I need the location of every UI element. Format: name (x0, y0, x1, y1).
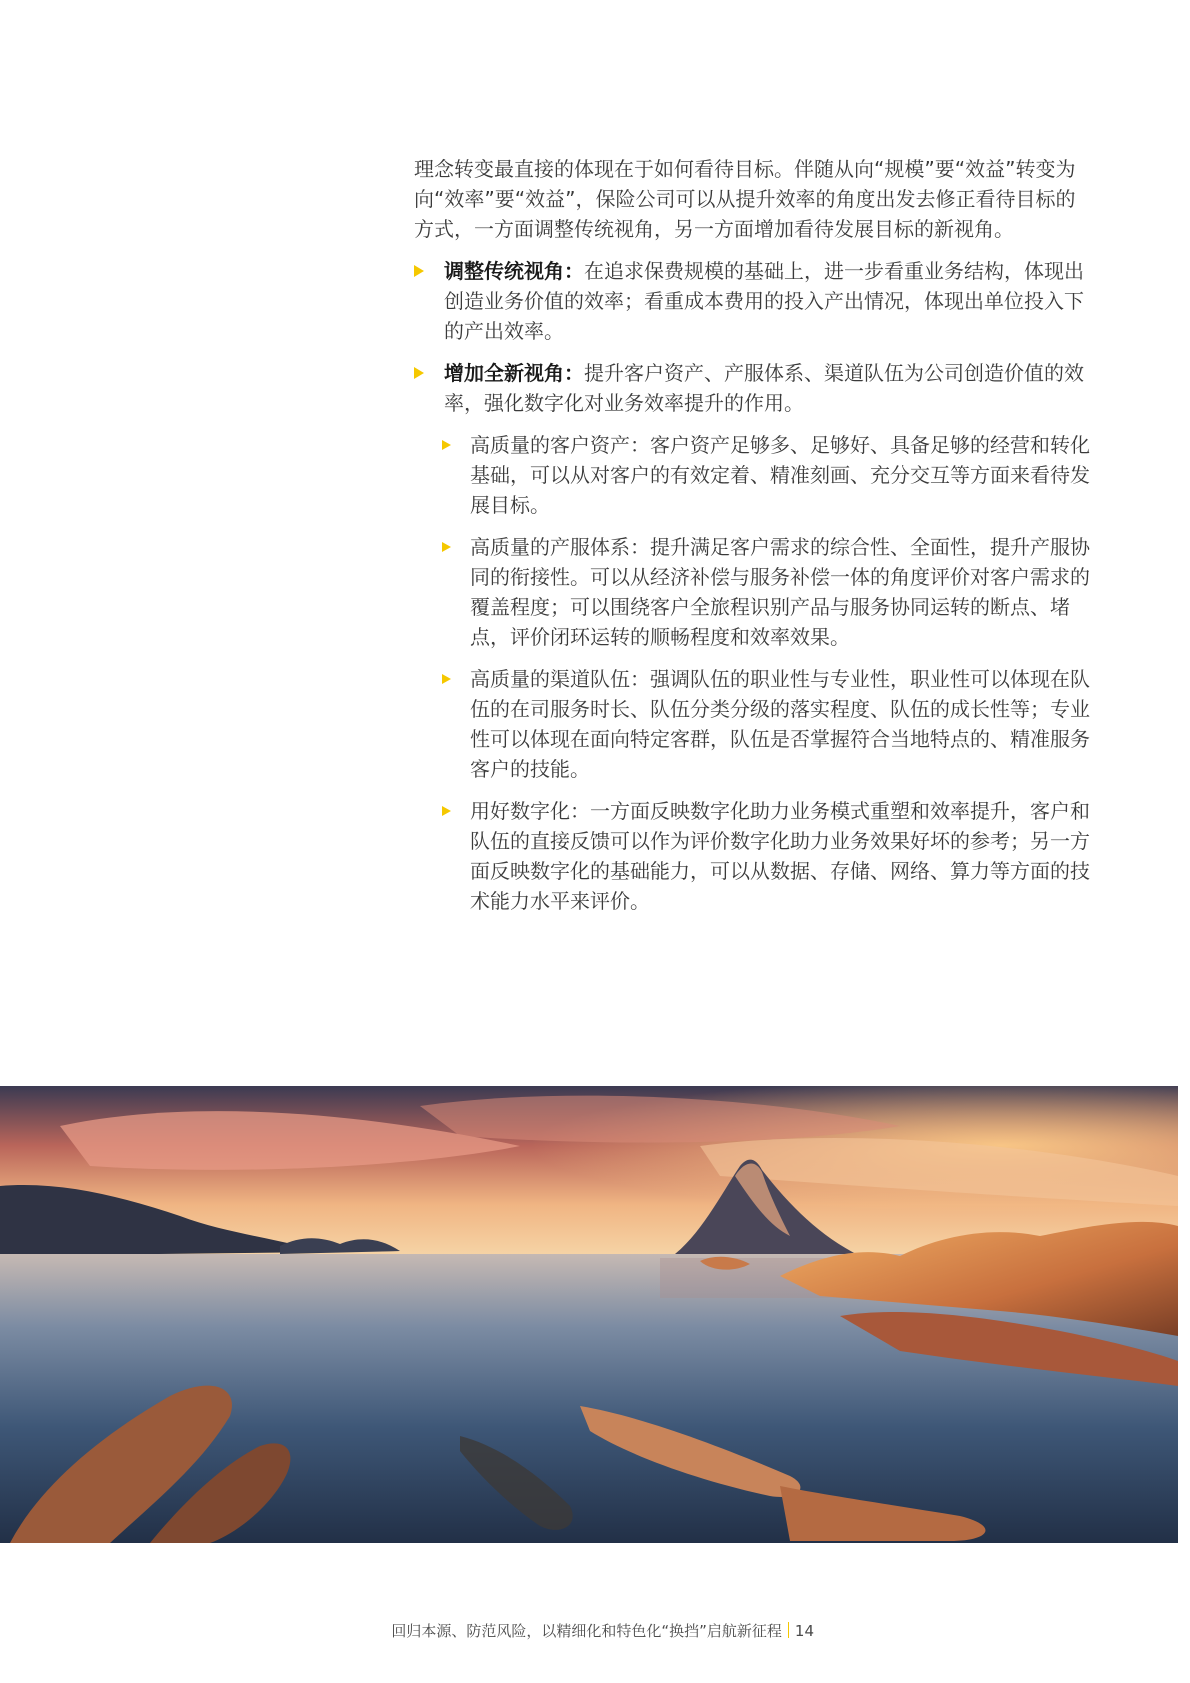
page-footer (0, 1620, 1190, 1641)
subbullet-channel-team (442, 664, 1094, 784)
bullet-title: 增加全新视角： (444, 361, 584, 385)
triangle-bullet-icon (442, 440, 451, 450)
intro-paragraph: 理念转变最直接的体现在于如何看待目标。伴随从向“规模”要“效益”转变为向“效率”要“效益”，保险公司可以从提升效率的角度出发去修正看待目标的方式，一方面调整传统视角，另一方面增加看待发展目标的新视角。 (414, 157, 1076, 241)
landscape-photo (0, 1086, 1178, 1543)
subbullet-product-service (442, 532, 1094, 652)
triangle-bullet-icon (414, 367, 424, 379)
bullet-new-view (414, 358, 1094, 418)
subbullet-text: 高质量的客户资产：客户资产足够多、足够好、具备足够的经营和转化基础，可以从对客户的有效定着、精准刻画、充分交互等方面来看待发展目标。 (470, 433, 1090, 517)
subbullet-text: 高质量的渠道队伍：强调队伍的职业性与专业性，职业性可以体现在队伍的在司服务时长、队伍分类分级的落实程度、队伍的成长性等；专业性可以体现在面向特定客群，队伍是否掌握符合当地特点的、精准服务客户的技能。 (470, 667, 1090, 781)
page-number: 14 (794, 1622, 814, 1640)
triangle-bullet-icon (442, 806, 451, 816)
footer-title: 回归本源、防范风险，以精细化和特色化“换挡”启航新征程 (391, 1622, 782, 1640)
body-text (414, 154, 1094, 928)
bullet-title: 调整传统视角： (444, 259, 584, 283)
footer-separator (788, 1622, 789, 1638)
subbullet-text: 高质量的产服体系：提升满足客户需求的综合性、全面性，提升产服协同的衔接性。可以从经济补偿与服务补偿一体的角度评价对客户需求的覆盖程度；可以围绕客户全旅程识别产品与服务协同运转的断点、堵点，评价闭环运转的顺畅程度和效率效果。 (470, 535, 1090, 649)
subbullet-digitalization (442, 796, 1094, 916)
bullet-text: 在追求保费规模的基础上，进一步看重业务结构，体现出创造业务价值的效率；看重成本费用的投入产出情况，体现出单位投入下的产出效率。 (444, 259, 1084, 343)
subbullet-text: 用好数字化：一方面反映数字化助力业务模式重塑和效率提升，客户和队伍的直接反馈可以作为评价数字化助力业务效果好坏的参考；另一方面反映数字化的基础能力，可以从数据、存储、网络、算力等方面的技术能力水平来评价。 (470, 799, 1090, 913)
subbullet-customer-assets (442, 430, 1094, 520)
bullet-traditional-view (414, 256, 1094, 346)
triangle-bullet-icon (414, 265, 424, 277)
triangle-bullet-icon (442, 542, 451, 552)
bullet-text: 提升客户资产、产服体系、渠道队伍为公司创造价值的效率，强化数字化对业务效率提升的作用。 (444, 361, 1084, 415)
triangle-bullet-icon (442, 674, 451, 684)
